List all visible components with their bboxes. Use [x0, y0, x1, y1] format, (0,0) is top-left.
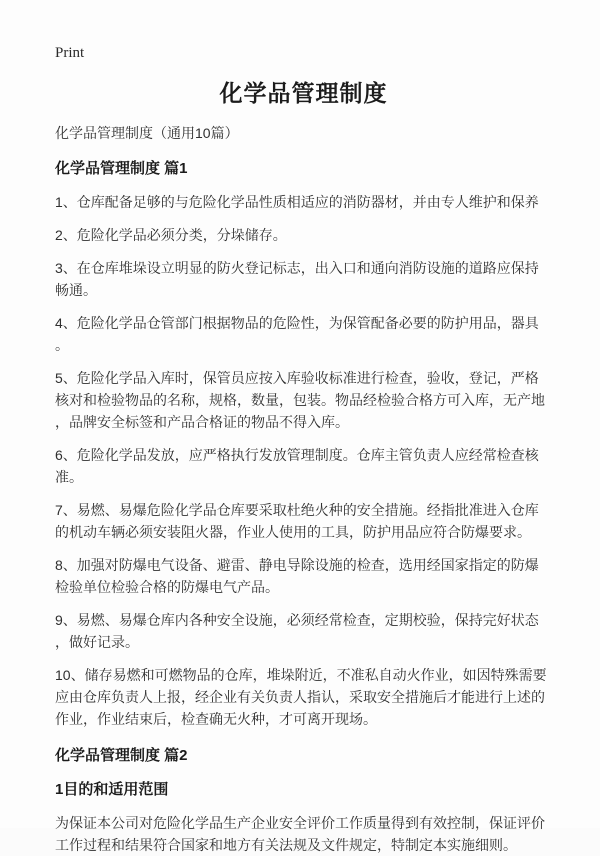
- section-1-paragraph-9: 9、易燃、易爆仓库内各种安全设施，必须经常检查，定期校验，保持完好状态，做好记录。: [55, 612, 539, 650]
- section-1-paragraph-4: 4、危险化学品仓管部门根据物品的危险性，为保管配备必要的防护用品，器具。: [55, 315, 539, 353]
- section-1-paragraph-2: 2、危险化学品必须分类，分垛储存。: [55, 227, 287, 243]
- section-1-paragraph-6: 6、危险化学品发放，应严格执行发放管理制度。仓库主管负责人应经常检查核准。: [55, 447, 539, 485]
- page-title: 化学品管理制度: [219, 80, 388, 106]
- section-1-paragraph-1: 1、仓库配备足够的与危险化学品性质相适应的消防器材，并由专人维护和保养: [55, 194, 539, 210]
- print-button[interactable]: Print: [55, 45, 85, 61]
- document-subtitle: 化学品管理制度（通用10篇）: [55, 125, 239, 141]
- section-1-paragraph-5: 5、危险化学品入库时，保管员应按入库验收标准进行检查，验收，登记，严格核对和检验物品的名称，规格，数量，包装。物品经检验合格方可入库，无产地，品牌安全标签和产品合格证的物品不得入库。: [55, 370, 545, 430]
- section-1-paragraph-10: 10、储存易燃和可燃物品的仓库，堆垛附近，不准私自动火作业，如因特殊需要应由仓库负责人上报，经企业有关负责人指认，采取安全措施后才能进行上述的作业，作业结束后，检查确无火种，才可离开现场。: [55, 667, 547, 727]
- section-1-paragraph-8: 8、加强对防爆电气设备、避雷、静电导除设施的检查，选用经国家指定的防爆检验单位检验合格的防爆电气产品。: [55, 557, 539, 595]
- section-2-paragraph-1: 为保证本公司对危险化学品生产企业安全评价工作质量得到有效控制，保证评价工作过程和结果符合国家和地方有关法规及文件规定，特制定本实施细则。: [55, 815, 545, 853]
- section-1-paragraph-3: 3、在仓库堆垛设立明显的防火登记标志，出入口和通向消防设施的道路应保持畅通。: [55, 260, 539, 298]
- section-2-heading: 化学品管理制度 篇2: [55, 747, 188, 764]
- section-1-heading: 化学品管理制度 篇1: [55, 160, 188, 177]
- section-2-subheading: 1目的和适用范围: [55, 781, 169, 798]
- section-1-paragraph-7: 7、易燃、易爆危险化学品仓库要采取杜绝火种的安全措施。经指批准进入仓库的机动车辆必须安装阻火器，作业人使用的工具，防护用品应符合防爆要求。: [55, 502, 539, 540]
